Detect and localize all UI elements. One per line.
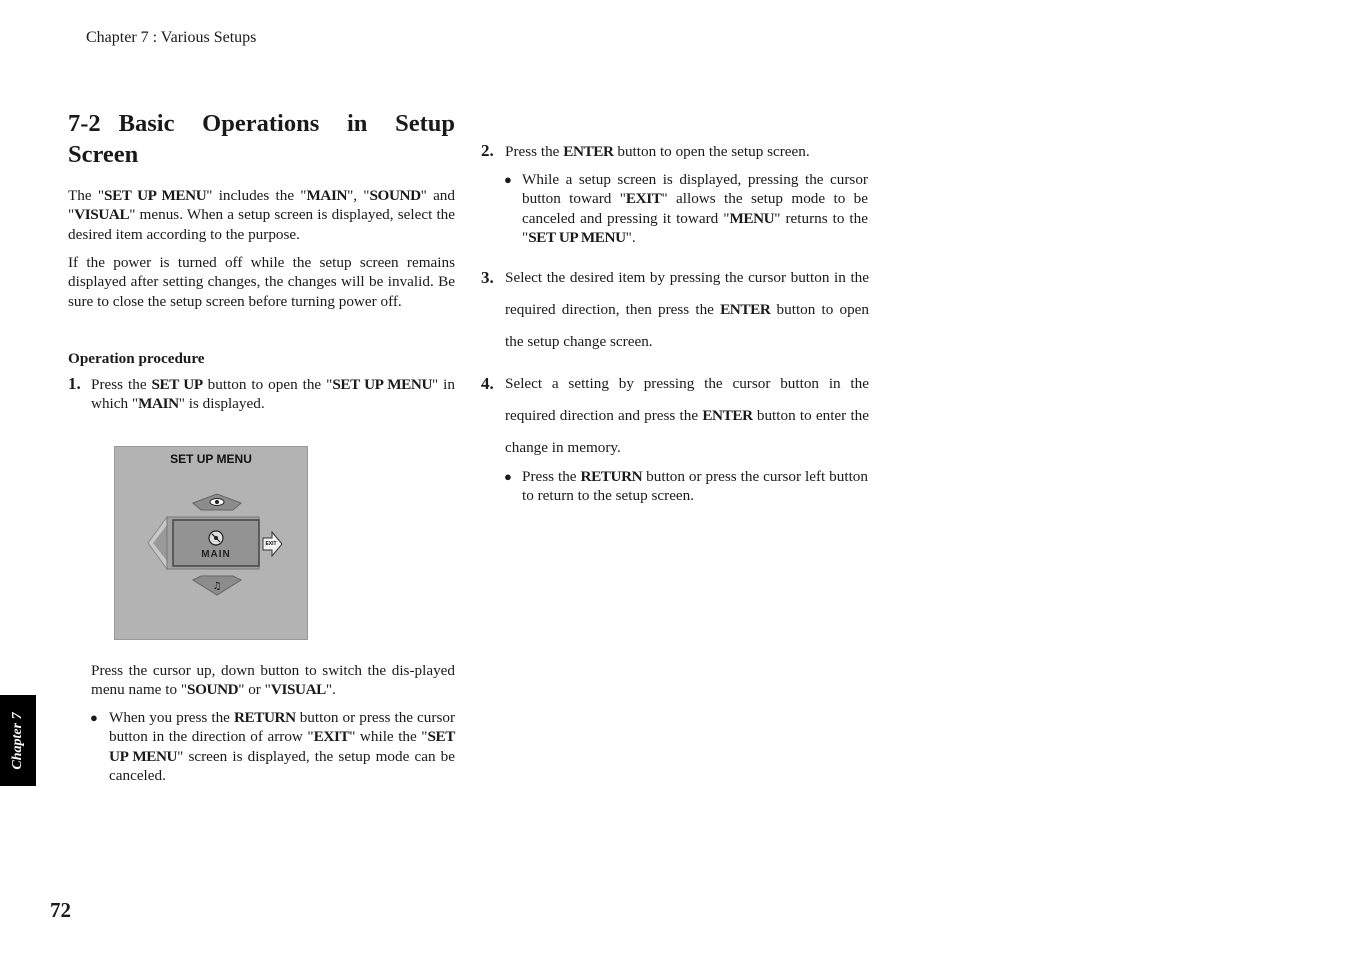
keyword: SOUND bbox=[187, 681, 239, 699]
keyword: MAIN bbox=[306, 187, 348, 204]
step-2-bullet bbox=[522, 170, 868, 247]
text-run: " menus. When a setup screen is displayed, select the desired item according to the purpose. bbox=[68, 206, 455, 243]
text-run: ". bbox=[325, 681, 336, 699]
chapter-tab-label: Chapter 7 bbox=[10, 711, 25, 770]
text-run: button to enter the change in memory. bbox=[505, 407, 869, 456]
keyword: VISUAL bbox=[74, 206, 130, 224]
procedure-heading: Operation procedure bbox=[68, 350, 205, 367]
text-run: button to open the setup screen. bbox=[613, 143, 810, 160]
page-number: 72 bbox=[50, 898, 71, 922]
text-run: Press the bbox=[522, 468, 581, 485]
setup-menu-illustration bbox=[114, 446, 308, 640]
step-4-bullet bbox=[522, 467, 868, 506]
keyword: ENTER bbox=[702, 407, 753, 424]
step-4-text bbox=[505, 368, 869, 464]
text-run: ". bbox=[625, 228, 636, 246]
text-run: " is displayed. bbox=[178, 395, 265, 413]
text-run: " allows the setup mode to be canceled and pressing it toward " bbox=[522, 190, 869, 227]
step-1-text bbox=[91, 375, 455, 414]
text-run: Select a setting by pressing the cursor button in the required direction and press the bbox=[505, 375, 869, 424]
keyword: SOUND bbox=[369, 187, 421, 204]
visual-arrow-icon bbox=[193, 494, 241, 510]
setup-menu-title: SET UP MENU bbox=[170, 452, 252, 466]
step-1-number: 1. bbox=[68, 374, 81, 393]
sound-arrow-icon bbox=[193, 576, 241, 595]
text-run: button or press the cursor left button to return to the setup screen. bbox=[522, 468, 868, 505]
bullet-mark: ● bbox=[90, 710, 98, 725]
keyword: SET UP MENU bbox=[528, 228, 626, 246]
intro-paragraph-1 bbox=[68, 186, 455, 244]
text-run: " includes the " bbox=[206, 187, 307, 204]
keyword: SET UP MENU bbox=[104, 187, 207, 204]
chapter-tab bbox=[0, 695, 36, 786]
text-run: " and " bbox=[68, 187, 455, 224]
keyword: EXIT bbox=[313, 728, 350, 746]
keyword: ENTER bbox=[563, 143, 614, 160]
step-2-text bbox=[505, 142, 869, 161]
running-head: Chapter 7 : Various Setups bbox=[86, 29, 257, 46]
step-3-text bbox=[505, 262, 869, 358]
text-run: When you press the bbox=[109, 709, 234, 726]
section-title: Basic Operations in Setup Screen bbox=[68, 110, 455, 168]
text-run: button or press the cursor button in the direction of arrow " bbox=[109, 709, 456, 746]
keyword: MENU bbox=[729, 209, 775, 227]
keyword: RETURN bbox=[580, 468, 643, 485]
keyword: SET UP MENU bbox=[109, 728, 455, 765]
keyword: EXIT bbox=[625, 190, 662, 208]
text-run: " in which " bbox=[91, 376, 455, 413]
step-1-followup bbox=[91, 661, 455, 700]
text-run: The " bbox=[68, 187, 105, 204]
keyword: SET UP bbox=[151, 376, 203, 393]
text-run: " screen is displayed, the setup mode can be canceled. bbox=[109, 747, 455, 784]
main-label: MAIN bbox=[201, 549, 231, 560]
exit-label: EXIT bbox=[265, 541, 277, 547]
text-run: button to open the setup change screen. bbox=[505, 301, 869, 350]
section-number: 7-2 bbox=[68, 110, 101, 137]
text-run: ", " bbox=[347, 187, 370, 204]
keyword: ENTER bbox=[720, 301, 771, 318]
keyword: SET UP MENU bbox=[332, 376, 433, 393]
text-run: " or " bbox=[238, 681, 271, 699]
step-1-bullet bbox=[109, 708, 455, 785]
section-heading bbox=[68, 108, 455, 170]
step-2-number: 2. bbox=[481, 141, 494, 160]
text-run: While a setup screen is displayed, pressing the cursor button toward " bbox=[522, 171, 868, 208]
text-run: Press the cursor up, down button to switch the dis-played menu name to " bbox=[91, 662, 455, 699]
text-run: Press the bbox=[505, 143, 564, 160]
svg-text:♫: ♫ bbox=[212, 581, 222, 592]
keyword: RETURN bbox=[233, 709, 296, 726]
text-run: " returns to the " bbox=[522, 209, 868, 246]
bullet-mark: ● bbox=[504, 172, 512, 187]
text-run: button to open the " bbox=[202, 376, 333, 393]
left-arrow-icon bbox=[148, 517, 167, 569]
text-run: Select the desired item by pressing the cursor button in the required direction, then press the bbox=[505, 269, 869, 318]
main-menu-box bbox=[167, 517, 259, 569]
keyword: VISUAL bbox=[270, 681, 326, 699]
text-run: Press the bbox=[91, 376, 152, 393]
step-3-number: 3. bbox=[481, 268, 494, 287]
bullet-mark: ● bbox=[504, 469, 512, 484]
keyword: MAIN bbox=[138, 395, 179, 413]
text-run: " while the " bbox=[349, 728, 428, 746]
step-4-number: 4. bbox=[481, 374, 494, 393]
intro-paragraph-2: If the power is turned off while the setup screen remains displayed after setting changes, the changes will be invalid. Be sure to close the setup screen before turning power off. bbox=[68, 254, 455, 310]
